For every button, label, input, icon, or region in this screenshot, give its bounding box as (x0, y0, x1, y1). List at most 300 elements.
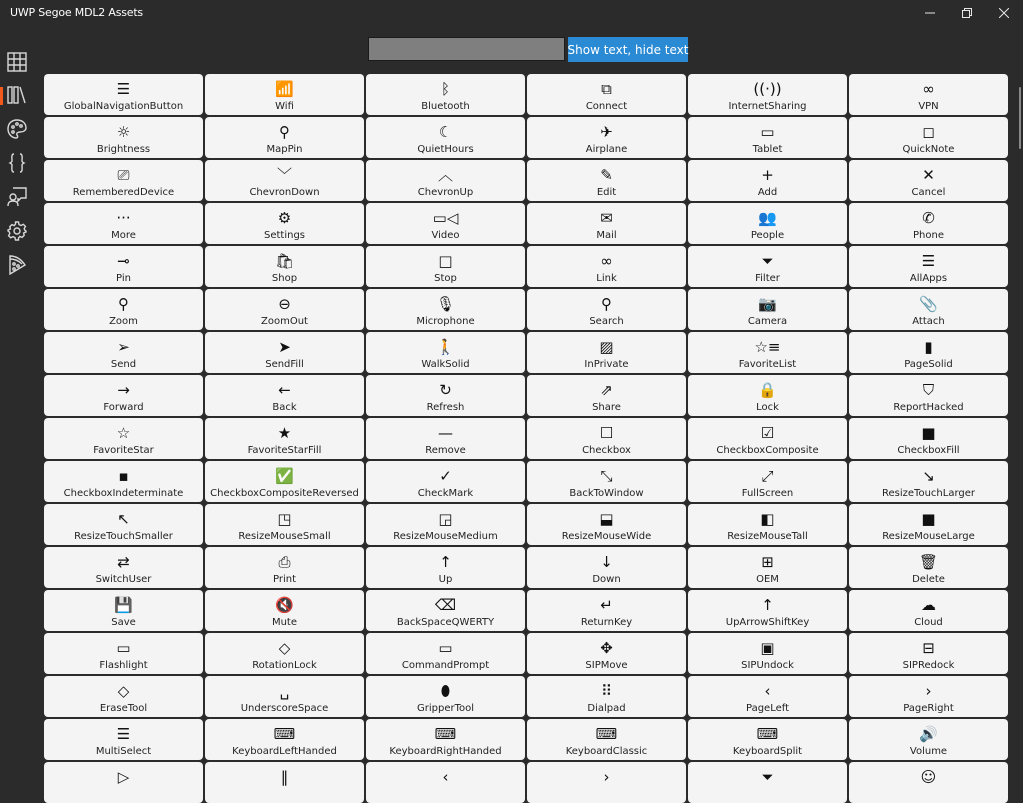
icon-tile[interactable] (205, 289, 364, 330)
resize-touch-larger-icon: ↘ (922, 466, 935, 485)
icon-tile-label: More (111, 230, 136, 241)
full-screen-icon: ⤢ (761, 466, 774, 485)
glyph-icon: ▷ (117, 767, 130, 786)
icon-tile[interactable] (366, 74, 525, 115)
title-bar (0, 0, 1023, 28)
icon-tile[interactable] (527, 676, 686, 717)
icon-tile[interactable] (366, 633, 525, 674)
icon-tile[interactable] (44, 547, 203, 588)
icon-tile-label: KeyboardSplit (732, 746, 803, 757)
icon-tile-label: ReportHacked (893, 402, 964, 413)
cancel-icon: ✕ (922, 165, 935, 184)
attach-icon: 📎 (919, 294, 938, 313)
icon-tile[interactable] (688, 547, 847, 588)
icon-tile[interactable] (688, 633, 847, 674)
phone-icon: ✆ (922, 208, 935, 227)
delete-icon: 🗑 (918, 552, 939, 571)
icon-tile-label: Back (272, 402, 297, 413)
icon-tile[interactable] (849, 203, 1008, 244)
favorite-list-icon: ☆≡ (754, 337, 781, 356)
icon-tile-label: Video (431, 230, 460, 241)
icon-tile-label: Down (592, 574, 621, 585)
icon-tile-label: ChevronUp (417, 187, 474, 198)
icon-tile[interactable] (527, 633, 686, 674)
resize-touch-smaller-icon: ↖ (117, 509, 130, 528)
icon-tile[interactable] (366, 375, 525, 416)
icon-tile-label: Add (757, 187, 778, 198)
icon-tile[interactable] (849, 719, 1008, 760)
icon-tile-label: FavoriteStarFill (247, 445, 322, 456)
icon-tile[interactable] (366, 332, 525, 373)
chevron-down-icon: ﹀ (276, 165, 292, 184)
favorite-star-icon: ☆ (116, 423, 131, 442)
vertical-scrollbar[interactable] (1019, 87, 1021, 149)
icon-tile[interactable] (205, 504, 364, 545)
icon-tile[interactable] (366, 160, 525, 201)
icon-tile-label: UpArrowShiftKey (725, 617, 810, 628)
down-icon: ↓ (600, 552, 613, 571)
icon-tile[interactable] (527, 418, 686, 459)
icon-tile[interactable] (688, 504, 847, 545)
resize-mouse-wide-icon: ⬓ (599, 509, 614, 528)
icon-tile[interactable] (688, 160, 847, 201)
icon-tile[interactable] (44, 719, 203, 760)
icon-tile-label: SendFill (265, 359, 304, 370)
icon-tile-label: Print (272, 574, 296, 585)
icon-tile[interactable] (44, 160, 203, 201)
restore-button[interactable] (949, 0, 985, 26)
close-icon (999, 8, 1009, 18)
keyboard-classic-icon: ⌨ (595, 724, 618, 743)
icon-tile[interactable] (849, 332, 1008, 373)
add-icon: + (761, 165, 774, 184)
search-icon: ⚲ (601, 294, 612, 313)
sipmove-icon: ✥ (600, 638, 613, 657)
icon-tile-label: AllApps (909, 273, 948, 284)
icon-tile-label: Mute (271, 617, 298, 628)
icon-tile[interactable] (205, 762, 364, 803)
icon-tile[interactable] (366, 762, 525, 803)
icon-tile-label: Cancel (911, 187, 946, 198)
icon-tile-label: PageLeft (745, 703, 790, 714)
icon-grid (44, 74, 1014, 803)
icon-tile[interactable] (849, 246, 1008, 287)
icon-tile[interactable] (205, 117, 364, 158)
icon-tile[interactable] (688, 289, 847, 330)
remove-icon: — (438, 423, 453, 442)
icon-tile-label: ResizeTouchSmaller (74, 531, 173, 542)
icon-tile[interactable] (527, 762, 686, 803)
icon-tile[interactable] (688, 74, 847, 115)
send-icon: ➢ (117, 337, 130, 356)
all-apps-icon: ☰ (921, 251, 936, 270)
command-prompt-icon: ▭ (438, 638, 453, 657)
icon-tile[interactable] (205, 375, 364, 416)
icon-tile-label: FavoriteStar (93, 445, 154, 456)
search-input[interactable] (368, 37, 565, 61)
icon-tile[interactable] (527, 375, 686, 416)
icon-tile[interactable] (205, 203, 364, 244)
icon-tile[interactable] (688, 117, 847, 158)
sidebar-item-library[interactable] (0, 78, 34, 112)
internet-sharing-icon: ((·)) (753, 79, 782, 98)
icon-tile-label: MultiSelect (95, 746, 152, 757)
icon-tile-label: Settings (263, 230, 305, 241)
person-feedback-icon (7, 187, 27, 207)
icon-tile-label: Flashlight (99, 660, 148, 671)
forward-icon: → (117, 380, 130, 399)
glyph-icon: ‖ (280, 767, 289, 786)
video-icon: ▭◁ (432, 208, 459, 227)
resize-mouse-tall-icon: ◧ (760, 509, 775, 528)
icon-tile-label: Send (110, 359, 137, 370)
icon-tile-label: Save (111, 617, 136, 628)
icon-tile[interactable] (366, 289, 525, 330)
icon-tile[interactable] (688, 332, 847, 373)
icon-tile-label: GlobalNavigationButton (63, 101, 184, 112)
icon-tile-label: VPN (918, 101, 939, 112)
glyph-icon: ‹ (442, 767, 449, 786)
back-to-window-icon: ⤡ (600, 466, 613, 485)
in-private-icon: ▨ (599, 337, 614, 356)
icon-tile[interactable] (44, 633, 203, 674)
icon-tile[interactable] (44, 117, 203, 158)
glyph-icon: ☺ (920, 767, 937, 786)
icon-tile[interactable] (849, 504, 1008, 545)
more-icon: ··· (116, 208, 131, 227)
page-left-icon: ‹ (764, 681, 771, 700)
icon-tile-label: Remove (425, 445, 466, 456)
icon-tile[interactable] (366, 117, 525, 158)
icon-tile[interactable] (366, 461, 525, 502)
icon-tile-label: QuietHours (417, 144, 474, 155)
icon-tile-label: Zoom (109, 316, 138, 327)
mail-icon: ✉ (600, 208, 613, 227)
icon-tile-label: CheckMark (417, 488, 474, 499)
icon-tile[interactable] (849, 547, 1008, 588)
zoom-icon: ⚲ (118, 294, 129, 313)
checkbox-composite-reversed-icon: ✅ (275, 466, 294, 485)
icon-tile-label: Up (438, 574, 453, 585)
icon-tile-label: CheckboxComposite (716, 445, 819, 456)
brightness-icon: ☼ (116, 122, 131, 141)
icon-tile-label: FavoriteList (738, 359, 797, 370)
icon-tile[interactable] (44, 418, 203, 459)
sidebar-item-palette[interactable] (0, 112, 34, 146)
icon-tile-label: Camera (747, 316, 788, 327)
icon-tile[interactable] (205, 246, 364, 287)
close-button[interactable] (986, 0, 1022, 26)
icon-tile[interactable] (366, 676, 525, 717)
icon-tile[interactable] (205, 160, 364, 201)
icon-tile[interactable] (688, 762, 847, 803)
palette-icon (7, 119, 27, 139)
map-pin-icon: ⚲ (279, 122, 290, 141)
stop-icon: □ (438, 251, 453, 270)
icon-tile-label: UnderscoreSpace (240, 703, 329, 714)
icon-tile[interactable] (849, 289, 1008, 330)
icon-tile-label: Checkbox (582, 445, 631, 456)
icon-tile[interactable] (366, 719, 525, 760)
icon-tile[interactable] (205, 461, 364, 502)
icon-tile-label: SIPUndock (741, 660, 794, 671)
sidebar-item-pizza[interactable] (0, 248, 34, 282)
share-icon: ⇗ (600, 380, 613, 399)
flashlight-icon: ▭ (116, 638, 131, 657)
restore-icon (962, 8, 972, 18)
sipundock-icon: ▣ (760, 638, 775, 657)
icon-tile-label: SwitchUser (95, 574, 152, 585)
icon-tile[interactable] (205, 590, 364, 631)
icon-tile[interactable] (688, 375, 847, 416)
icon-tile[interactable] (44, 504, 203, 545)
icon-tile-label: Connect (585, 101, 628, 112)
minimize-button[interactable] (912, 0, 948, 26)
icon-tile-label: Forward (103, 402, 144, 413)
icon-tile-label: Edit (596, 187, 617, 198)
icon-tile[interactable] (849, 418, 1008, 459)
icon-tile[interactable] (366, 547, 525, 588)
up-icon: ↑ (439, 552, 452, 571)
check-mark-icon: ✓ (439, 466, 452, 485)
icon-tile[interactable] (849, 160, 1008, 201)
icon-tile[interactable] (205, 547, 364, 588)
icon-tile-label: ReturnKey (580, 617, 633, 628)
icon-tile[interactable] (527, 160, 686, 201)
icon-tile[interactable] (849, 762, 1008, 803)
icon-tile-label: ChevronDown (249, 187, 320, 198)
icon-tile-label: Attach (912, 316, 945, 327)
underscore-space-icon: ␣ (279, 681, 290, 700)
icon-tile-label: EraseTool (99, 703, 148, 714)
favorite-star-fill-icon: ★ (277, 423, 292, 442)
icon-tile[interactable] (366, 203, 525, 244)
icon-tile[interactable] (366, 418, 525, 459)
icon-tile-label: Volume (909, 746, 948, 757)
filter-icon: ⏷ (761, 251, 774, 270)
icon-tile[interactable] (205, 332, 364, 373)
icon-tile[interactable] (688, 590, 847, 631)
icon-tile[interactable] (44, 74, 203, 115)
icon-tile[interactable] (44, 203, 203, 244)
zoom-out-icon: ⊖ (278, 294, 291, 313)
report-hacked-icon: ⛉ (922, 380, 935, 399)
icon-tile-label: OEM (756, 574, 779, 585)
people-icon: 👥 (758, 208, 777, 227)
grid-icon (7, 52, 27, 72)
icon-tile[interactable] (688, 418, 847, 459)
settings-icon: ⚙ (277, 208, 292, 227)
sidebar-item-settings[interactable] (0, 214, 34, 248)
icon-tile[interactable] (205, 719, 364, 760)
icon-tile-label: Delete (912, 574, 945, 585)
icon-tile[interactable] (527, 117, 686, 158)
icon-tile[interactable] (688, 676, 847, 717)
connect-icon: ⧉ (601, 79, 612, 98)
page-right-icon: › (925, 681, 932, 700)
return-key-icon: ↵ (600, 595, 613, 614)
sidebar-item-feedback[interactable] (0, 180, 34, 214)
glyph-icon: ⏷ (761, 767, 774, 786)
back-icon: ← (278, 380, 291, 399)
icon-tile[interactable] (44, 289, 203, 330)
icon-tile[interactable] (366, 590, 525, 631)
minimize-icon (925, 8, 935, 18)
gripper-tool-icon: ⬮ (440, 681, 451, 700)
icon-tile-label: KeyboardClassic (565, 746, 648, 757)
icon-tile-label: PageRight (903, 703, 954, 714)
icon-tile[interactable] (366, 246, 525, 287)
icon-tile-label: KeyboardLeftHanded (232, 746, 337, 757)
link-icon: ∞ (600, 251, 613, 270)
icon-tile[interactable] (688, 719, 847, 760)
icon-tile[interactable] (849, 117, 1008, 158)
icon-tile[interactable] (849, 375, 1008, 416)
up-arrow-shift-key-icon: ↑ (761, 595, 774, 614)
wifi-icon: 📶 (275, 79, 294, 98)
icon-tile[interactable] (44, 676, 203, 717)
icon-tile[interactable] (527, 203, 686, 244)
icon-tile-label: BackSpaceQWERTY (396, 617, 495, 628)
icon-tile-label: InPrivate (584, 359, 629, 370)
icon-tile[interactable] (849, 461, 1008, 502)
icon-tile-label: Mail (596, 230, 617, 241)
icon-tile-label: Cloud (914, 617, 943, 628)
microphone-icon: 🎙 (435, 294, 456, 313)
icon-tile-label: FullScreen (741, 488, 794, 499)
icon-tile-label: SIPRedock (902, 660, 955, 671)
switch-user-icon: ⇄ (117, 552, 130, 571)
remembered-device-icon: ⎚ (117, 165, 130, 184)
icon-tile-label: KeyboardRightHanded (389, 746, 502, 757)
icon-tile[interactable] (366, 504, 525, 545)
checkbox-composite-icon: ☑ (760, 423, 775, 442)
icon-tile-label: Shop (271, 273, 298, 284)
icon-tile[interactable] (527, 719, 686, 760)
icon-tile[interactable] (44, 246, 203, 287)
checkbox-indeterminate-icon: ▪ (118, 466, 129, 485)
icon-tile[interactable] (527, 547, 686, 588)
icon-tile-label: Filter (755, 273, 780, 284)
icon-tile-label: Lock (756, 402, 779, 413)
icon-tile-label: Airplane (585, 144, 628, 155)
mute-icon: 🔇 (275, 595, 294, 614)
tablet-icon: ▭ (760, 122, 775, 141)
icon-tile-label: Tablet (752, 144, 783, 155)
global-navigation-button-icon: ☰ (116, 79, 131, 98)
keyboard-split-icon: ⌨ (756, 724, 779, 743)
quick-note-icon: ◻ (922, 122, 935, 141)
erase-tool-icon: ◇ (117, 681, 130, 700)
bluetooth-icon: ᛒ (440, 79, 450, 98)
icon-tile-label: WalkSolid (421, 359, 470, 370)
icon-tile[interactable] (44, 762, 203, 803)
icon-tile-label: InternetSharing (728, 101, 807, 112)
icon-tile-label: People (750, 230, 785, 241)
icon-tile[interactable] (205, 74, 364, 115)
quiet-hours-icon: ☾ (438, 122, 453, 141)
checkbox-icon: ☐ (599, 423, 614, 442)
icon-tile[interactable] (849, 74, 1008, 115)
resize-mouse-medium-icon: ◲ (438, 509, 453, 528)
print-icon: ⎙ (278, 552, 291, 571)
pin-icon: ⊸ (117, 251, 130, 270)
icon-tile-label: ResizeMouseWide (561, 531, 652, 542)
icon-tile[interactable] (44, 332, 203, 373)
icon-tile-label: Share (592, 402, 621, 413)
pizza-icon (8, 255, 26, 275)
icon-tile-label: Wifi (275, 101, 294, 112)
sidebar-item-code[interactable] (0, 146, 34, 180)
volume-icon: 🔊 (919, 724, 938, 743)
icon-tile-label: Brightness (96, 144, 151, 155)
icon-tile[interactable] (849, 633, 1008, 674)
icon-tile[interactable] (527, 590, 686, 631)
lock-icon: 🔒 (758, 380, 777, 399)
icon-tile[interactable] (205, 633, 364, 674)
rotation-lock-icon: ◇ (278, 638, 291, 657)
icon-tile[interactable] (527, 504, 686, 545)
icon-tile[interactable] (688, 203, 847, 244)
icon-tile-label: Microphone (416, 316, 475, 327)
icon-tile-label: Refresh (426, 402, 465, 413)
icon-tile[interactable] (44, 375, 203, 416)
dialpad-icon: ⠿ (601, 681, 612, 700)
save-icon: 💾 (114, 595, 133, 614)
icon-tile[interactable] (205, 676, 364, 717)
icon-tile-label: ZoomOut (261, 316, 308, 327)
icon-tile[interactable] (527, 74, 686, 115)
icon-tile-label: Dialpad (587, 703, 626, 714)
icon-tile[interactable] (527, 461, 686, 502)
icon-tile-label: Search (589, 316, 624, 327)
vpn-icon: ∞ (922, 79, 935, 98)
sidebar-item-grid[interactable] (0, 45, 34, 79)
chevron-up-icon: ︿ (437, 165, 453, 184)
icon-tile[interactable] (44, 461, 203, 502)
sipredock-icon: ⊟ (922, 638, 935, 657)
icon-tile-label: ResizeTouchLarger (882, 488, 975, 499)
icon-tile-label: ResizeMouseLarge (882, 531, 975, 542)
icon-tile-label: Link (596, 273, 617, 284)
icon-tile[interactable] (527, 289, 686, 330)
icon-tile[interactable] (527, 246, 686, 287)
icon-tile-label: CheckboxIndeterminate (63, 488, 184, 499)
cloud-icon: ☁ (921, 595, 936, 614)
send-fill-icon: ➤ (278, 337, 291, 356)
multi-select-icon: ☰ (116, 724, 131, 743)
icon-tile-label: Stop (434, 273, 457, 284)
icon-tile[interactable] (688, 461, 847, 502)
icon-tile-label: Pin (116, 273, 131, 284)
icon-tile-label: BackToWindow (569, 488, 644, 499)
walk-solid-icon: 🚶 (436, 337, 455, 356)
icon-tile-label: ResizeMouseSmall (238, 531, 331, 542)
sidebar (0, 44, 34, 787)
toggle-text-button[interactable]: Show text, hide text (568, 37, 688, 62)
icon-tile-label: CheckboxFill (897, 445, 960, 456)
edit-icon: ✎ (600, 165, 613, 184)
icon-tile-label: ResizeMouseMedium (393, 531, 498, 542)
icon-tile[interactable] (205, 418, 364, 459)
window-title: UWP Segoe MDL2 Assets (10, 6, 143, 19)
icon-tile[interactable] (849, 590, 1008, 631)
icon-tile[interactable] (44, 590, 203, 631)
icon-tile[interactable] (849, 676, 1008, 717)
icon-tile-label: QuickNote (902, 144, 955, 155)
icon-tile[interactable] (688, 246, 847, 287)
icon-tile[interactable] (527, 332, 686, 373)
